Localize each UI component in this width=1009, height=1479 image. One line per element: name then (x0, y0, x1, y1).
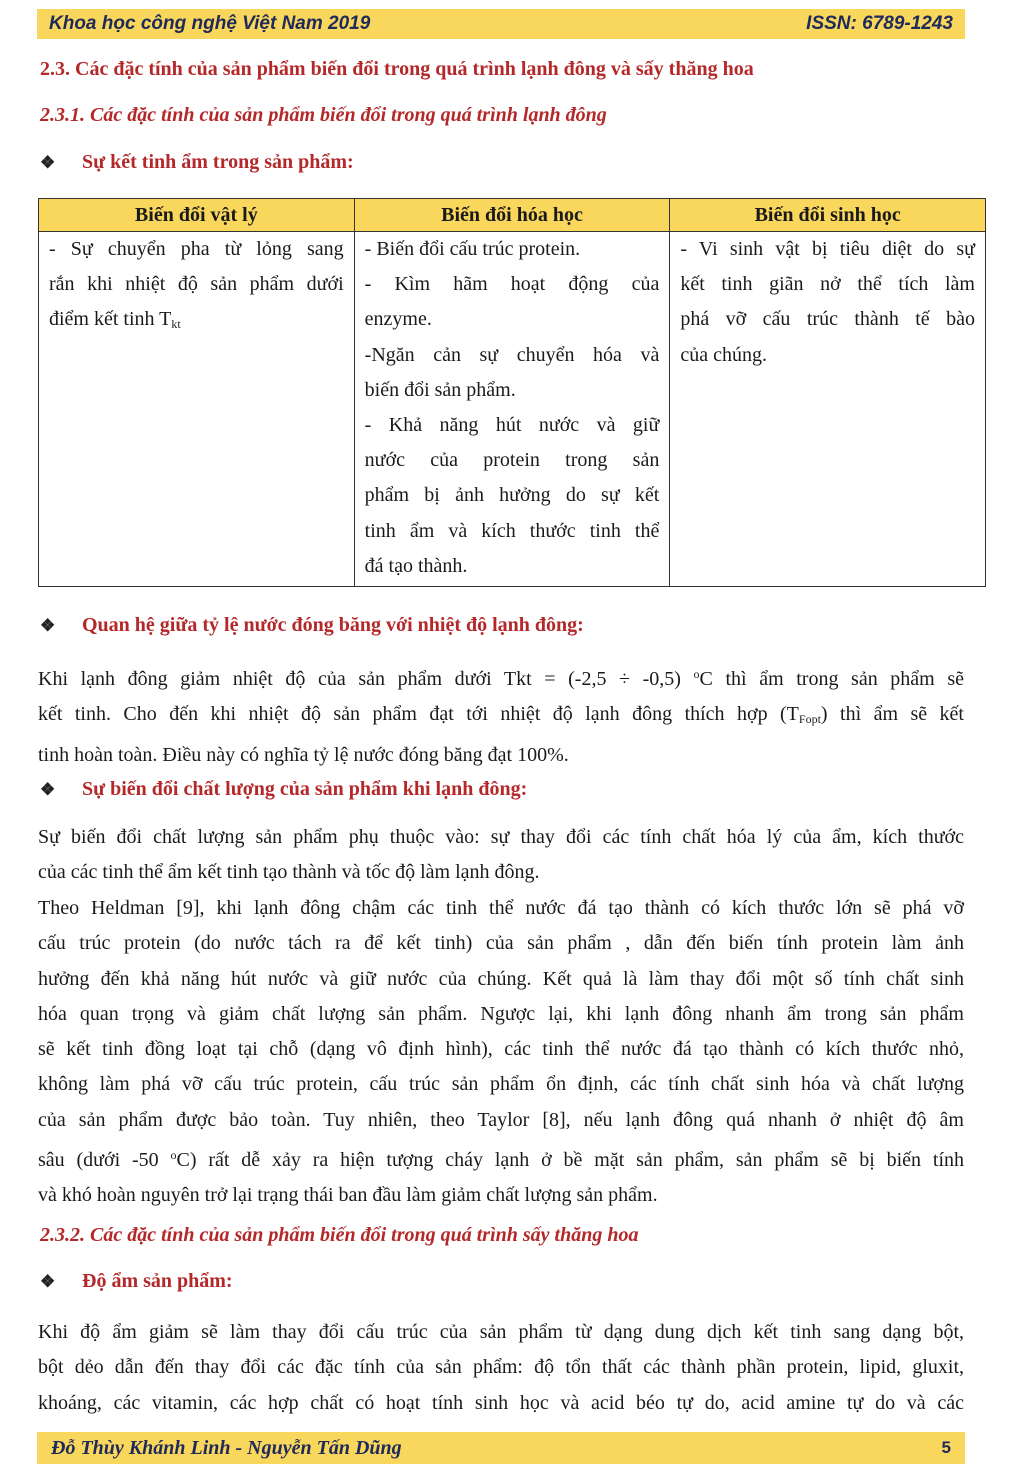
table-cell-chemical (354, 232, 670, 587)
subscript: kt (171, 317, 181, 332)
paragraph-line: hưởng đến khả năng hút nước và giữ nước của chúng. Kết quả là làm thay đổi một số tính chất sinh (38, 967, 964, 990)
paragraph-line: hóa quan trọng và giảm chất lượng sản phẩm. Ngược lại, khi lạnh đông nhanh ẩm trong sản phẩm (38, 1002, 964, 1025)
changes-table (38, 198, 986, 587)
cell-line: phẩm bị ảnh hưởng do sự kết (364, 484, 660, 507)
column-header: Biến đổi hóa học (354, 199, 670, 232)
cell-line: - Khả năng hút nước và giữ (364, 414, 660, 437)
cell-line: tinh ẩm và kích thước tinh thể (364, 519, 660, 542)
diamond-bullet-icon: ❖ (40, 615, 56, 635)
paragraph-line: cấu trúc protein (do nước tách ra để kết tinh) của sản phẩm , dẫn đến biến tính protein làm ảnh (38, 932, 964, 955)
bullet-heading-frozen-ratio (40, 614, 584, 637)
cell-line: -Ngăn cản sự chuyển hóa và (364, 343, 660, 366)
paragraph-line: của sản phẩm được bảo toàn. Tuy nhiên, theo Taylor [8], nếu lạnh đông quá nhanh ở nhiệt độ âm (38, 1108, 964, 1131)
cell-line: enzyme. (364, 308, 432, 331)
column-header: Biến đổi vật lý (39, 199, 355, 232)
cell-line: - Biến đổi cấu trúc protein. (364, 238, 581, 260)
section-heading-2-3-2: 2.3.2. Các đặc tính của sản phẩm biến đổi trong quá trình sấy thăng hoa (40, 1224, 639, 1246)
text: sâu (dưới -50 (38, 1149, 171, 1172)
cell-line: - Kìm hãm hoạt động của (364, 273, 660, 296)
paragraph-line: Khi độ ẩm giảm sẽ làm thay đổi cấu trúc của sản phẩm từ dạng dung dịch kết tinh sang dạng bột, (38, 1321, 964, 1343)
page-number: 5 (941, 1438, 951, 1457)
table-cell-biological (670, 232, 986, 587)
superscript: o (693, 667, 700, 681)
paragraph-line: khoáng, các vitamin, các hợp chất có hoạt tính sinh học và acid béo tự do, acid amine tự do và các (38, 1391, 964, 1414)
paragraph-line: của các tinh thể ẩm kết tinh tạo thành và tốc độ làm lạnh đông. (38, 861, 540, 884)
cell-line: kết tinh giãn nở thể tích làm (680, 273, 975, 296)
bullet-heading-label: Độ ẩm sản phẩm: (82, 1270, 233, 1292)
issn: ISSN: 6789-1243 (806, 13, 953, 34)
paragraph-line: Sự biến đổi chất lượng sản phẩm phụ thuộc vào: sự thay đổi các tính chất hóa lý của ẩm, kích thước (38, 826, 964, 848)
cell-line: phá vỡ cấu trúc thành tế bào (680, 308, 975, 331)
paragraph-line: sẽ kết tinh đồng loạt tại chỗ (dạng vô định hình), các tinh thể nước đá tạo thành có kích thước nhỏ, (38, 1038, 964, 1061)
page-footer (37, 1432, 965, 1464)
text: C thì ẩm trong sản phẩm sẽ (699, 668, 965, 690)
section-heading-2-3-1: 2.3.1. Các đặc tính của sản phẩm biến đổi trong quá trình lạnh đông (40, 104, 607, 126)
table-header-row (39, 199, 986, 232)
bullet-heading-moisture (40, 1270, 233, 1293)
paragraph-frozen-ratio (38, 657, 964, 773)
paragraph-line: bột dẻo dẫn đến thay đổi các đặc tính của sản phẩm: độ tổn thất các thành phần protein, lipid, gluxit, (38, 1356, 964, 1379)
paragraph-line (38, 697, 964, 737)
cell-line (49, 302, 344, 342)
text: ) thì ẩm sẽ kết (820, 703, 964, 726)
table-row (39, 232, 986, 587)
cell-line: của chúng. (680, 343, 767, 366)
paragraph-moisture (38, 1315, 964, 1421)
superscript: o (170, 1148, 177, 1163)
cell-line: - Vi sinh vật bị tiêu diệt do sự (680, 238, 975, 260)
text: kết tinh. Cho đến khi nhiệt độ sản phẩm đạt tới nhiệt độ lạnh đông thích hợp (T (38, 703, 799, 726)
paragraph-line: không làm phá vỡ cấu trúc protein, cấu trúc sản phẩm ổn định, các tính chất sinh hóa và chất lượng (38, 1073, 964, 1096)
paragraph-line: tinh hoàn toàn. Điều này có nghĩa tỷ lệ nước đóng băng đạt 100%. (38, 743, 569, 766)
bullet-heading-label: Sự kết tinh ẩm trong sản phẩm: (82, 151, 354, 173)
section-heading-2-3: 2.3. Các đặc tính của sản phẩm biến đổi trong quá trình lạnh đông và sấy thăng hoa (40, 58, 754, 80)
diamond-bullet-icon: ❖ (40, 1271, 56, 1291)
subscript: Fopt (798, 712, 821, 727)
paragraph-line (38, 657, 964, 697)
cell-line: đá tạo thành. (364, 554, 468, 577)
cell-text: điểm kết tinh T (49, 308, 172, 331)
diamond-bullet-icon: ❖ (40, 152, 56, 172)
cell-line: - Sự chuyển pha từ lỏng sang (49, 238, 344, 260)
paragraph-heldman (38, 891, 964, 1214)
cell-line: rắn khi nhiệt độ sản phẩm dưới (49, 273, 344, 296)
diamond-bullet-icon: ❖ (40, 779, 56, 799)
paragraph-line: và khó hoàn nguyên trở lại trạng thái ban đầu làm giảm chất lượng sản phẩm. (38, 1184, 658, 1207)
paragraph-quality-factors (38, 820, 964, 891)
footer-authors: Đỗ Thùy Khánh Linh - Nguyễn Tấn Dũng (51, 1436, 402, 1459)
cell-line: biến đổi sản phẩm. (364, 378, 516, 401)
bullet-heading-label: Quan hệ giữa tỷ lệ nước đóng băng với nhiệt độ lạnh đông: (82, 614, 584, 636)
bullet-heading-moisture-crystallization (40, 151, 354, 174)
journal-title: Khoa học công nghệ Việt Nam 2019 (49, 13, 371, 34)
text: Khi lạnh đông giảm nhiệt độ của sản phẩm dưới Tkt = (-2,5 ÷ -0,5) (38, 668, 694, 690)
bullet-heading-quality-change (40, 778, 527, 801)
bullet-heading-label: Sự biến đổi chất lượng của sản phẩm khi lạnh đông: (82, 778, 528, 800)
cell-line: nước của protein trong sản (364, 449, 660, 472)
text: C) rất dễ xảy ra hiện tượng cháy lạnh ở bề mặt sản phẩm, sản phẩm sẽ bị biến tính (176, 1149, 964, 1172)
page-header (37, 9, 965, 39)
paragraph-line: Theo Heldman [9], khi lạnh đông chậm các tinh thể nước đá tạo thành có kích thước lớn sẽ phá vỡ (38, 897, 964, 919)
column-header: Biến đổi sinh học (670, 199, 986, 232)
paragraph-line (38, 1138, 964, 1178)
table-cell-physical (39, 232, 355, 587)
